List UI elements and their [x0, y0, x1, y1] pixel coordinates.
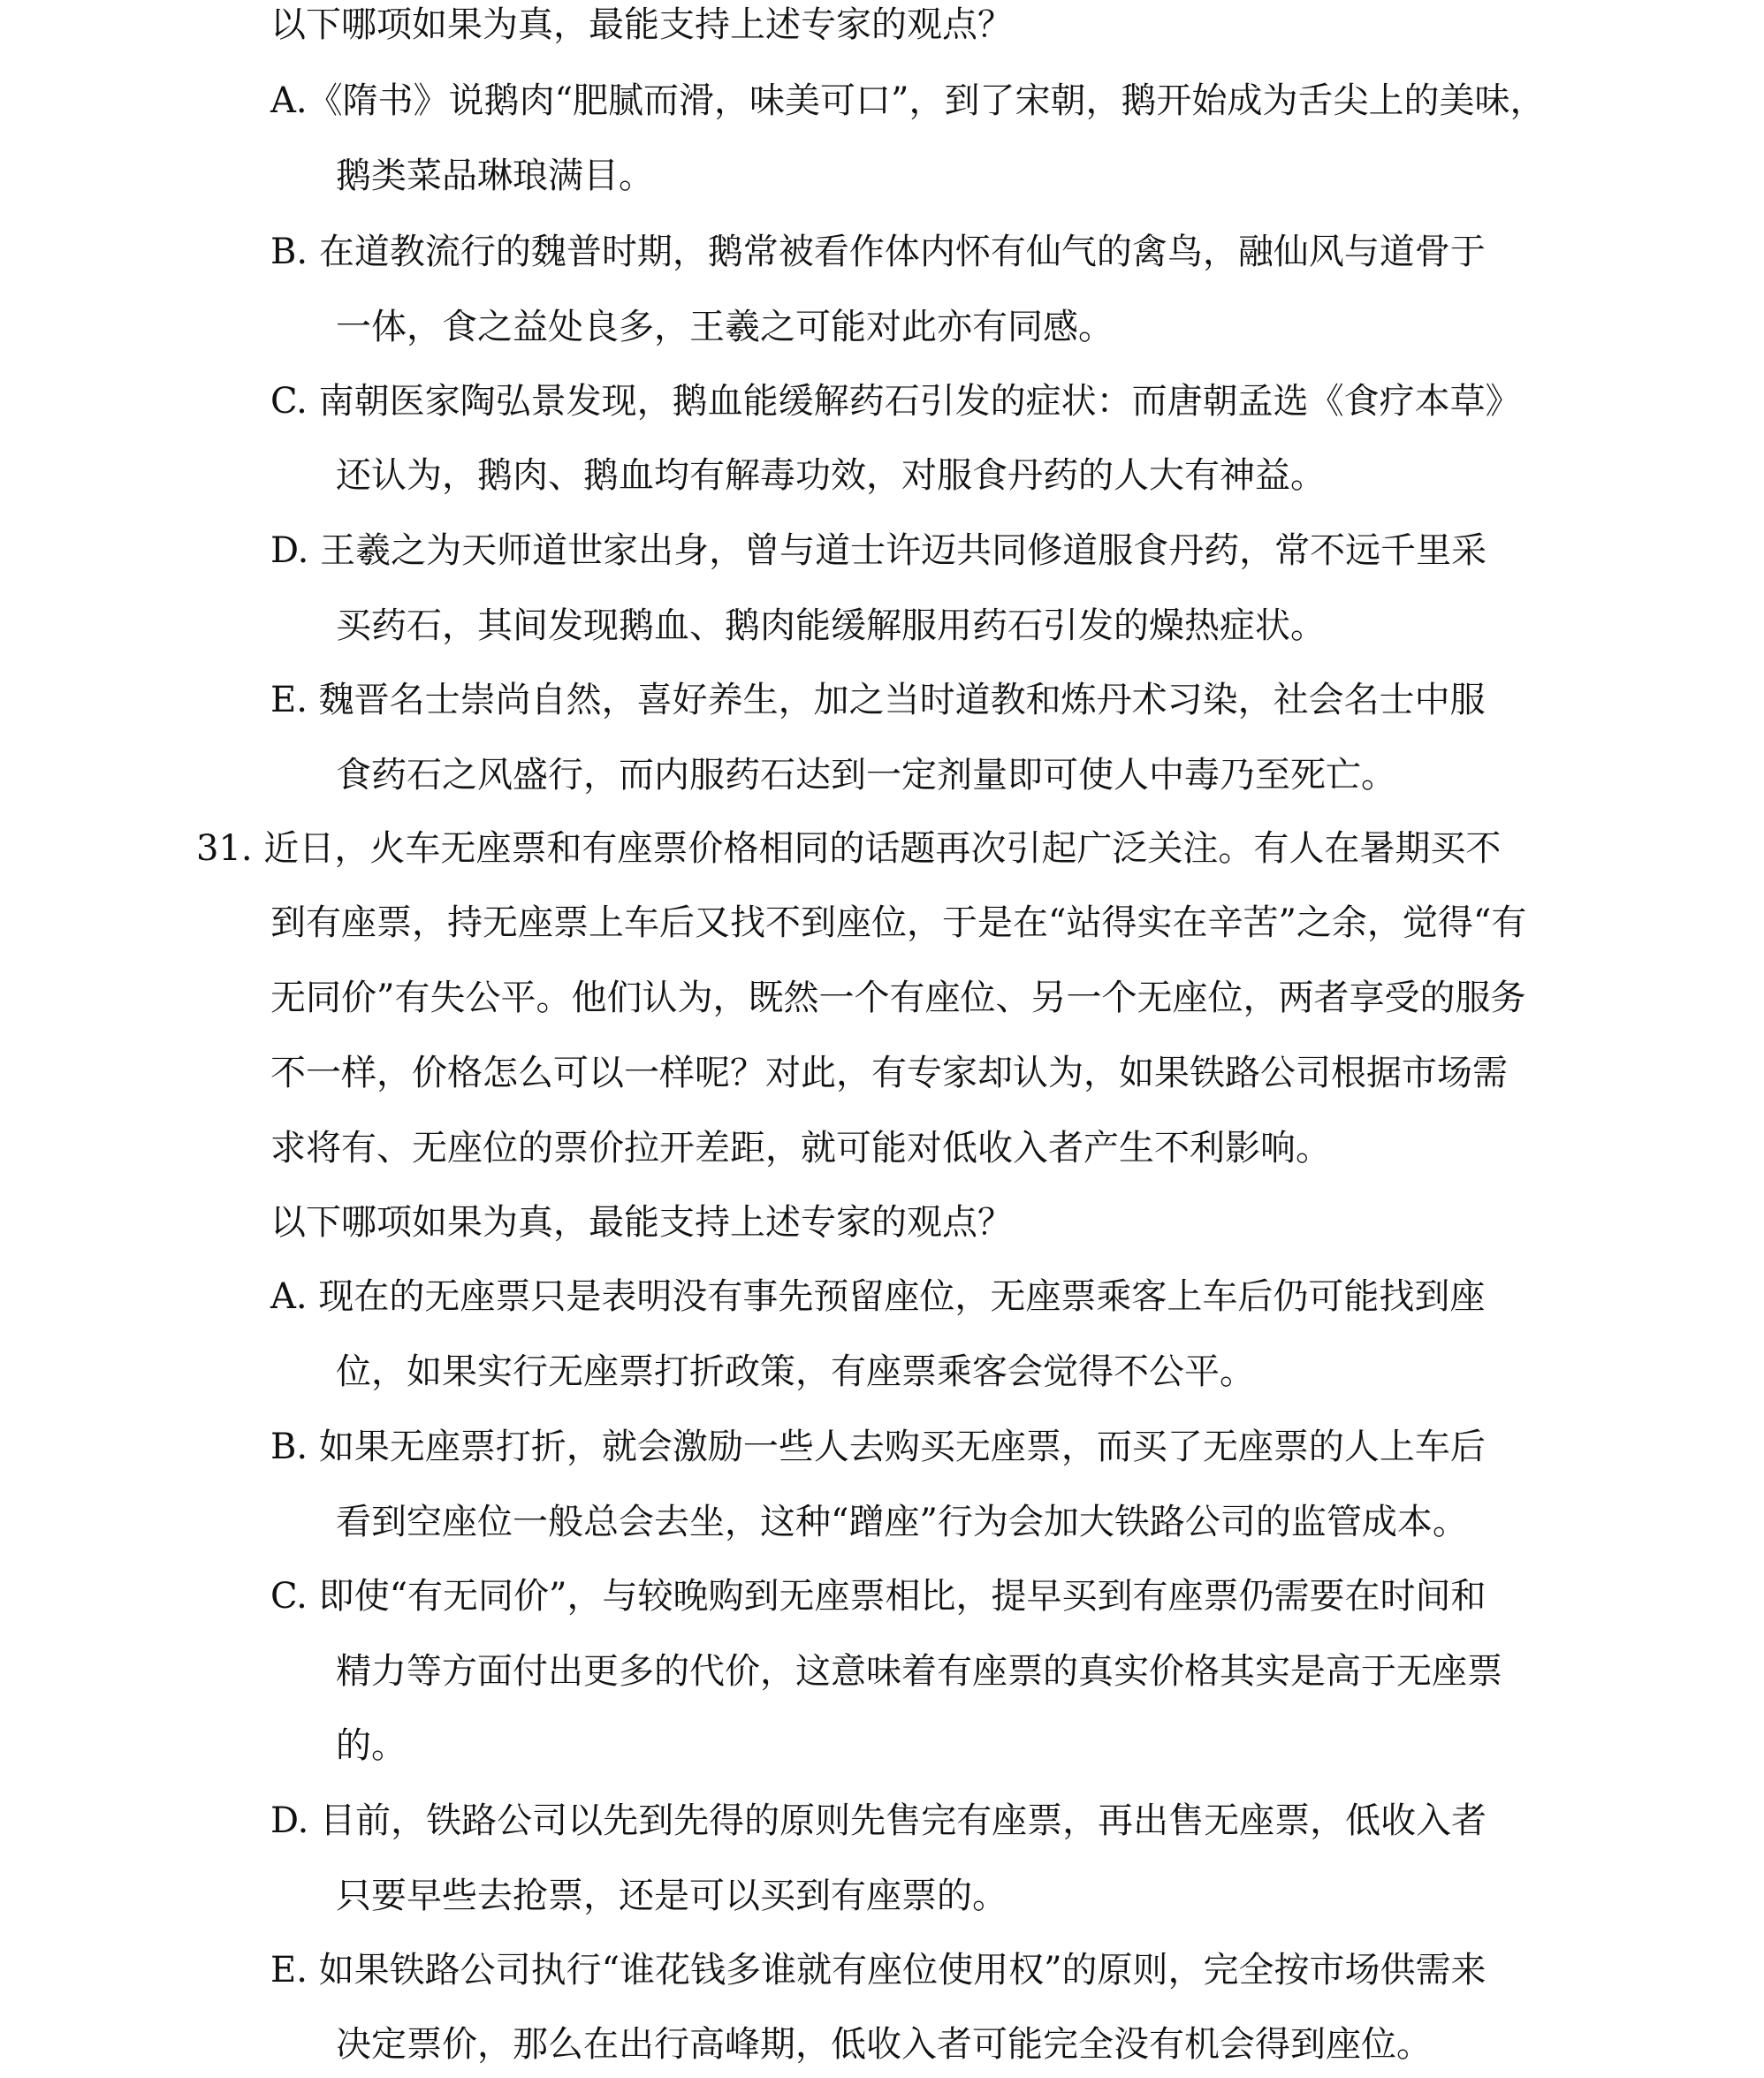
option-b: B. 在道教流行的魏普时期，鹅常被看作体内怀有仙气的禽鸟，融仙风与道骨于: [270, 232, 1486, 272]
q31-option-b: B. 如果无座票打折，就会激励一些人去购买无座票，而买了无座票的人上车后: [270, 1427, 1486, 1467]
question-prompt: 以下哪项如果为真，最能支持上述专家的观点？: [270, 4, 1013, 45]
option-a: A.《隋书》说鹅肉“肥腻而滑，味美可口”，到了宋朝，鹅开始成为舌尖上的美味，: [270, 80, 1546, 121]
q31-option-c: C. 即使“有无同价”，与较晚购到无座票相比，提早买到有座票仍需要在时间和: [270, 1576, 1486, 1617]
q31-option-a-continued: 位，如果实行无座票打折政策，有座票乘客会觉得不公平。: [336, 1351, 1255, 1392]
option-b-continued: 一体，食之益处良多，王羲之可能对此亦有同感。: [336, 307, 1114, 347]
option-c: C. 南朝医家陶弘景发现，鹅血能缓解药石引发的症状：而唐朝孟选《食疗本草》: [270, 381, 1521, 422]
option-d-continued: 买药石，其间发现鹅血、鹅肉能缓解服用药石引发的燥热症状。: [336, 605, 1326, 646]
question-31-stem: 31. 近日，火车无座票和有座票价格相同的话题再次引起广泛关注。有人在暑期买不: [196, 828, 1502, 869]
q31-option-e: E. 如果铁路公司执行“谁花钱多谁就有座位使用权”的原则，完全按市场供需来: [270, 1950, 1486, 1990]
q31-option-e-continued: 决定票价，那么在出行高峰期，低收入者可能完全没有机会得到座位。: [336, 2024, 1432, 2065]
option-e: E. 魏晋名士崇尚自然，喜好养生，加之当时道教和炼丹术习染，社会名士中服: [270, 680, 1486, 720]
question-31-prompt: 以下哪项如果为真，最能支持上述专家的观点？: [270, 1202, 1013, 1243]
q31-option-b-continued: 看到空座位一般总会去坐，这种“蹭座”行为会加大铁路公司的监管成本。: [336, 1502, 1468, 1542]
option-e-continued: 食药石之风盛行，而内服药石达到一定剂量即可使人中毒乃至死亡。: [336, 755, 1396, 795]
question-31-stem-line-5: 求将有、无座位的票价拉开差距，就可能对低收入者产生不利影响。: [270, 1128, 1331, 1168]
option-a-continued: 鹅类菜品琳琅满目。: [336, 156, 654, 196]
q31-option-c-continued-2: 的。: [336, 1725, 407, 1766]
q31-option-d-continued: 只要早些去抢票，还是可以买到有座票的。: [336, 1876, 1007, 1916]
option-d: D. 王羲之为天师道世家出身，曾与道士许迈共同修道服食丹药，常不远千里采: [270, 530, 1487, 571]
question-31-stem-line-2: 到有座票，持无座票上车后又找不到座位，于是在“站得实在辛苦”之余，觉得“有: [270, 902, 1527, 943]
q31-option-d: D. 目前，铁路公司以先到先得的原则先售完有座票，再出售无座票，低收入者: [270, 1800, 1487, 1841]
q31-option-c-continued: 精力等方面付出更多的代价，这意味着有座票的真实价格其实是高于无座票: [336, 1651, 1502, 1692]
question-31-stem-line-4: 不一样，价格怎么可以一样呢？对此，有专家却认为，如果铁路公司根据市场需: [270, 1053, 1508, 1093]
q31-option-a: A. 现在的无座票只是表明没有事先预留座位，无座票乘客上车后仍可能找到座: [270, 1276, 1486, 1317]
option-c-continued: 还认为，鹅肉、鹅血均有解毒功效，对服食丹药的人大有神益。: [336, 455, 1326, 496]
question-31-stem-line-3: 无同价”有失公平。他们认为，既然一个有座位、另一个无座位，两者享受的服务: [270, 978, 1526, 1018]
